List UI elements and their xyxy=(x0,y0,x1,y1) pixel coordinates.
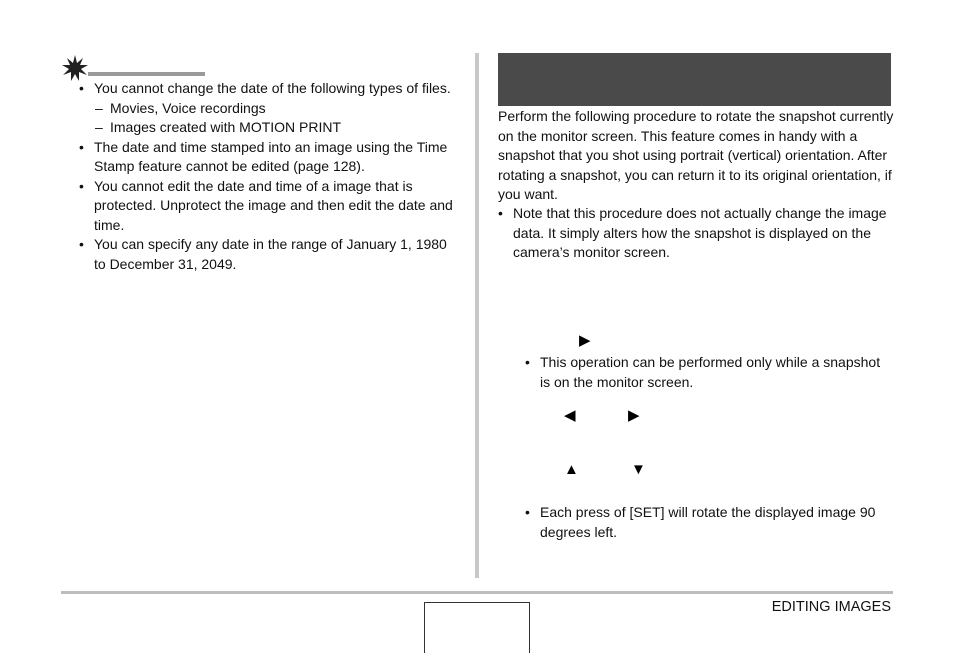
note-text: The date and time stamped into an image using the Time Stamp feature cannot be edited (page 128). xyxy=(94,138,448,174)
bullet: • xyxy=(525,354,530,370)
step-note xyxy=(525,353,885,392)
note-subitem-text: Images created with MOTION PRINT xyxy=(110,119,342,135)
right-arrow-icon: ▶ xyxy=(579,332,591,349)
page-number-box xyxy=(424,602,530,653)
left-arrow-icon: ◀ xyxy=(564,407,576,424)
note-text: Note that this procedure does not actually change the image data. It simply alters how the snapshot is displayed on the camera’s monitor screen. xyxy=(513,205,887,260)
note-subitem-text: Movies, Voice recordings xyxy=(110,99,266,116)
dash: – xyxy=(95,119,103,135)
bullet: • xyxy=(498,205,503,221)
bullet: • xyxy=(79,138,84,155)
intro-note xyxy=(498,204,890,263)
dash: – xyxy=(95,99,103,116)
note-text: You cannot edit the date and time of a image that is protected. Unprotect the image and then edit the date and time. xyxy=(94,177,453,233)
note-item xyxy=(79,235,461,274)
note-item xyxy=(498,204,890,263)
section-label: EDITING IMAGES xyxy=(771,599,891,615)
note-text: This operation can be performed only while a snapshot is on the monitor screen. xyxy=(540,354,881,390)
important-notes xyxy=(79,79,461,274)
note-text: You can specify any date in the range of January 1, 1980 to December 31, 2049. xyxy=(94,236,447,272)
note-item xyxy=(525,353,885,392)
right-arrow-icon: ▶ xyxy=(628,407,640,424)
note-item xyxy=(79,177,461,236)
footer-rule xyxy=(61,591,893,594)
note-text: You cannot change the date of the following types of files. xyxy=(94,80,451,96)
step-note xyxy=(525,503,885,542)
note-text: Each press of [SET] will rotate the displayed image 90 degrees left. xyxy=(540,504,876,540)
note-subitem xyxy=(79,118,461,138)
note-item xyxy=(525,503,885,542)
bullet: • xyxy=(79,80,84,96)
note-subitem xyxy=(79,99,461,119)
note-item xyxy=(79,79,461,99)
up-arrow-icon: ▲ xyxy=(564,461,579,478)
column-divider xyxy=(475,53,479,578)
intro-paragraph: Perform the following procedure to rotate the snapshot currently on the monitor screen. This feature comes in handy with a snapshot that you shot using portrait (vertical) orientation. After rotating a snapshot, you can return it to its original orientation, if you want. xyxy=(498,108,894,202)
down-arrow-icon: ▼ xyxy=(631,461,646,478)
section-heading-bar xyxy=(498,53,891,106)
bullet: • xyxy=(79,177,84,194)
bullet: • xyxy=(79,236,84,252)
important-rule xyxy=(88,72,205,76)
important-icon xyxy=(62,55,88,81)
note-item xyxy=(79,138,461,177)
bullet: • xyxy=(525,504,530,520)
